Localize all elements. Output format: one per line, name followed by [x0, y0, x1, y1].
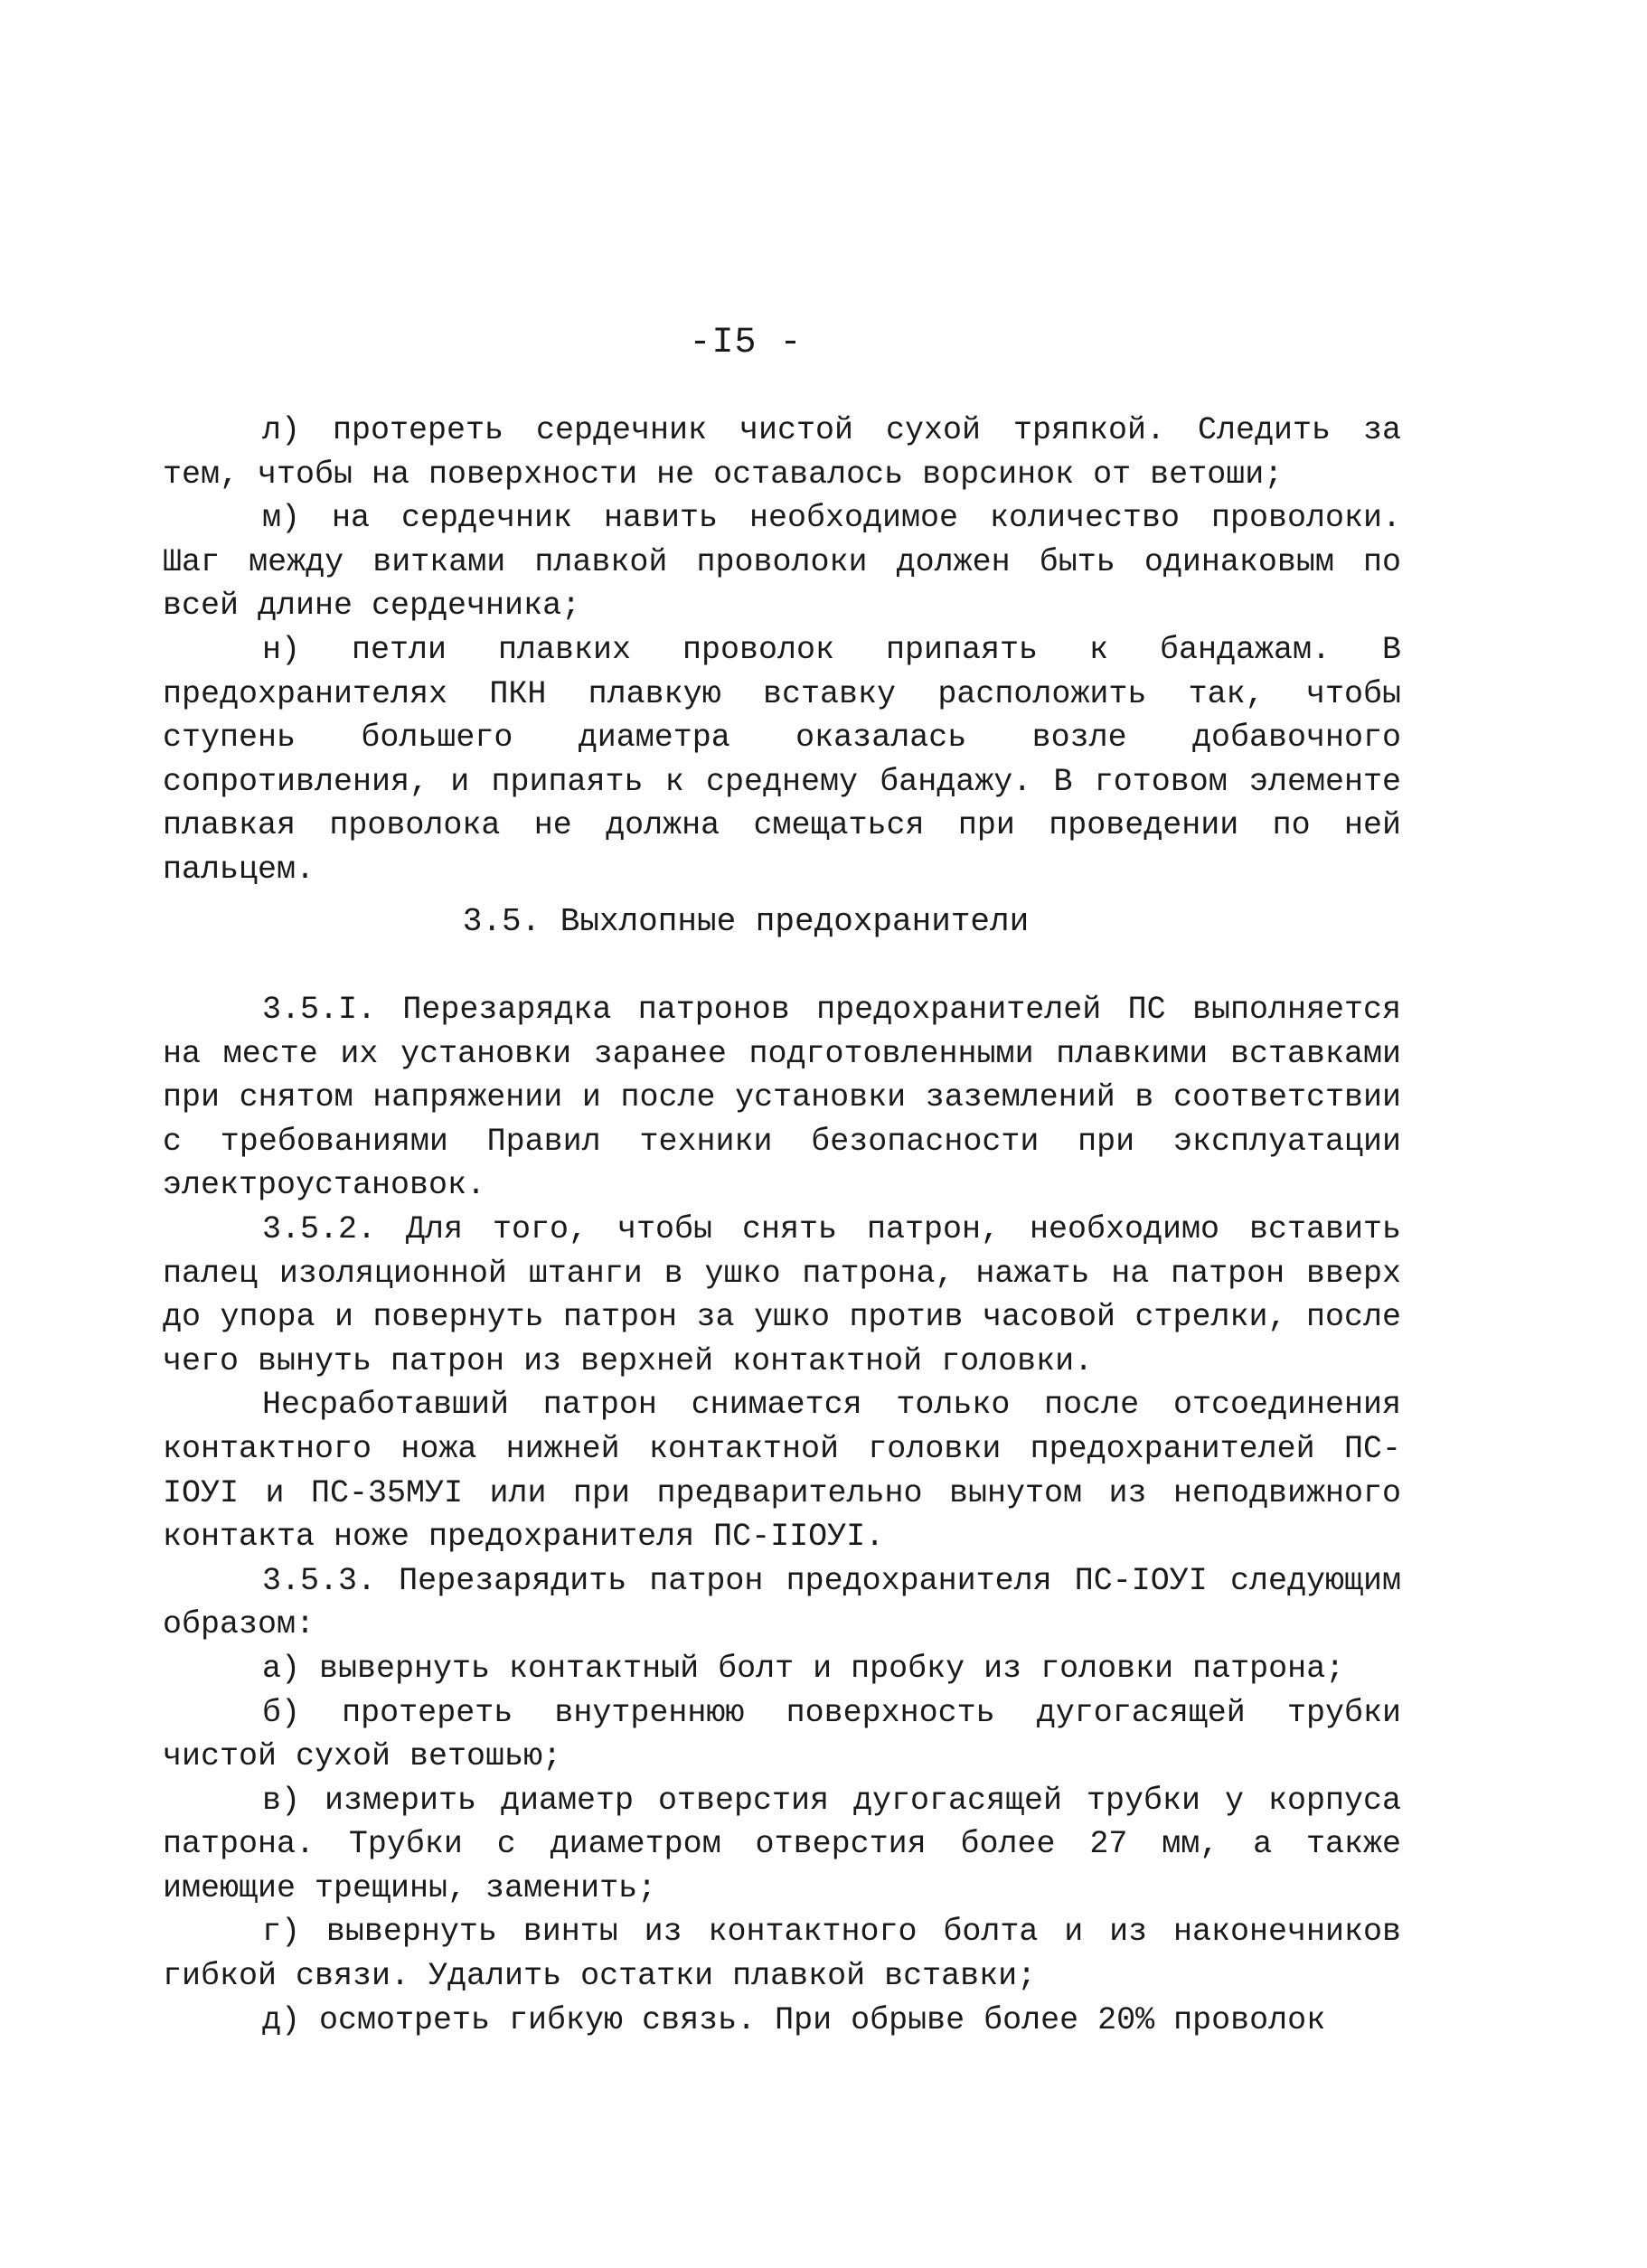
text-block-top	[163, 409, 1401, 892]
section-heading: 3.5. Выхлопные предохранители	[462, 903, 1030, 940]
list-item-v: в) измерить диаметр отверстия дугогасящей трубки у корпуса патрона. Трубки с диаметром отверстия более 27 мм, а также имеющие трещины, заменить;	[163, 1782, 1401, 1906]
list-item-d: д) осмотреть гибкую связь. При обрыве более 20% проволок	[262, 2001, 1326, 2038]
paragraph-3-5-1: 3.5.I. Перезарядка патронов предохранителей ПС выполняется на месте их установки заранее подготовленными плавкими вставками при снятом напряжении и после установки заземлений в соответствии с требованиями Правил техники безопасности при эксплуатации электроустановок.	[163, 992, 1401, 1204]
paragraph-unfired-cartridge: Несработавший патрон снимается только после отсоединения контактного ножа нижней контактной головки предохранителей ПС-IОУI и ПС-35МУI или при предварительно вынутом из неподвижного контакта ноже предохранителя ПС-IIОУI.	[163, 1387, 1401, 1556]
list-item-b: б) протереть внутреннюю поверхность дугогасящей трубки чистой сухой ветошью;	[163, 1694, 1401, 1775]
paragraph-m: м) на сердечник навить необходимое количество проволоки. Шаг между витками плавкой проволоки должен быть одинаковым по всей длине сердечника;	[163, 500, 1401, 625]
text-block-bottom	[163, 988, 1401, 2042]
list-item-g: г) вывернуть винты из контактного болта и из наконечников гибкой связи. Удалить остатки плавкой вставки;	[163, 1914, 1401, 1995]
paragraph-3-5-3: 3.5.3. Перезарядить патрон предохранителя ПС-IОУI следующим образом:	[163, 1562, 1401, 1643]
paragraph-l: л) протереть сердечник чистой сухой тряпкой. Следить за тем, чтобы на поверхности не оставалось ворсинок от ветоши;	[163, 412, 1401, 493]
paragraph-3-5-2: 3.5.2. Для того, чтобы снять патрон, необходимо вставить палец изоляционной штанги в ушко патрона, нажать на патрон вверх до упора и повернуть патрон за ушко против часовой стрелки, после чего вынуть патрон из верхней контактной головки.	[163, 1210, 1401, 1379]
list-item-a: а) вывернуть контактный болт и пробку из головки патрона;	[262, 1650, 1345, 1687]
page-number: -I5 -	[689, 323, 803, 363]
paragraph-n: н) петли плавких проволок припаять к бандажам. В предохранителях ПКН плавкую вставку расположить так, чтобы ступень большего диаметра оказалась возле добавочного сопротивления, и припаять к среднему бандажу. В готовом элементе плавкая проволока не должна смещаться при проведении по ней пальцем.	[163, 631, 1401, 888]
